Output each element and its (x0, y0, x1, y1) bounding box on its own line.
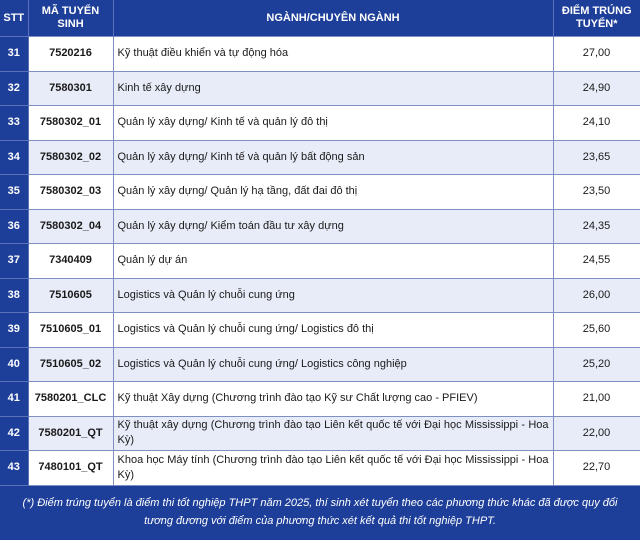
row-stt: 34 (0, 140, 28, 175)
row-stt: 36 (0, 209, 28, 244)
row-score: 26,00 (553, 278, 640, 313)
row-stt: 31 (0, 37, 28, 72)
row-major: Quản lý xây dựng/ Kiểm toán đầu tư xây dựng (113, 209, 553, 244)
table-row (0, 244, 640, 279)
row-score: 25,20 (553, 347, 640, 382)
row-stt: 39 (0, 313, 28, 348)
row-score: 23,50 (553, 175, 640, 210)
table-row (0, 382, 640, 417)
row-code: 7580201_CLC (28, 382, 113, 417)
row-stt: 42 (0, 416, 28, 451)
row-major: Kỹ thuật Xây dựng (Chương trình đào tạo Kỹ sư Chất lượng cao - PFIEV) (113, 382, 553, 417)
row-code: 7480101_QT (28, 451, 113, 486)
row-code: 7510605 (28, 278, 113, 313)
row-major: Quản lý dự án (113, 244, 553, 279)
row-major: Logistics và Quản lý chuỗi cung ứng/ Logistics công nghiệp (113, 347, 553, 382)
row-major: Logistics và Quản lý chuỗi cung ứng (113, 278, 553, 313)
row-score: 24,90 (553, 71, 640, 106)
header-row (0, 0, 640, 37)
row-code: 7520216 (28, 37, 113, 72)
row-stt: 40 (0, 347, 28, 382)
table-row (0, 140, 640, 175)
row-code: 7340409 (28, 244, 113, 279)
header-stt: STT (0, 0, 28, 37)
row-score: 24,10 (553, 106, 640, 141)
row-code: 7580302_01 (28, 106, 113, 141)
table-row (0, 347, 640, 382)
row-code: 7580201_QT (28, 416, 113, 451)
row-score: 22,70 (553, 451, 640, 486)
row-stt: 38 (0, 278, 28, 313)
row-score: 24,35 (553, 209, 640, 244)
row-code: 7510605_01 (28, 313, 113, 348)
row-stt: 35 (0, 175, 28, 210)
row-code: 7580302_02 (28, 140, 113, 175)
row-major: Logistics và Quản lý chuỗi cung ứng/ Logistics đô thị (113, 313, 553, 348)
row-code: 7580302_03 (28, 175, 113, 210)
header-code: MÃ TUYỂN SINH (28, 0, 113, 37)
row-code: 7510605_02 (28, 347, 113, 382)
table-body (0, 37, 640, 486)
row-major: Quản lý xây dựng/ Kinh tế và quản lý đô thị (113, 106, 553, 141)
row-code: 7580301 (28, 71, 113, 106)
table-row (0, 37, 640, 72)
row-score: 24,55 (553, 244, 640, 279)
row-score: 21,00 (553, 382, 640, 417)
table-row (0, 106, 640, 141)
table-row (0, 313, 640, 348)
row-major: Kinh tế xây dựng (113, 71, 553, 106)
row-major: Quản lý xây dựng/ Quản lý hạ tầng, đất đai đô thị (113, 175, 553, 210)
table-row (0, 71, 640, 106)
table-header (0, 0, 640, 37)
row-stt: 43 (0, 451, 28, 486)
table-row (0, 175, 640, 210)
row-score: 23,65 (553, 140, 640, 175)
table-row (0, 209, 640, 244)
row-code: 7580302_04 (28, 209, 113, 244)
table-row (0, 278, 640, 313)
row-major: Kỹ thuật xây dựng (Chương trình đào tạo Liên kết quốc tế với Đại học Mississippi - Hoa Kỳ) (113, 416, 553, 451)
row-major: Khoa học Máy tính (Chương trình đào tạo Liên kết quốc tế với Đại học Mississippi - Hoa Kỳ) (113, 451, 553, 486)
table-row (0, 416, 640, 451)
table-row (0, 451, 640, 486)
row-score: 25,60 (553, 313, 640, 348)
row-stt: 41 (0, 382, 28, 417)
row-score: 22,00 (553, 416, 640, 451)
footnote: (*) Điểm trúng tuyển là điểm thi tốt nghiệp THPT năm 2025, thí sinh xét tuyển theo các phương thức khác đã được quy đổi tương đương với điểm của phương thức xét kết quả thi tốt nghiệp THPT. (22, 497, 618, 527)
row-major: Quản lý xây dựng/ Kinh tế và quản lý bất động sản (113, 140, 553, 175)
header-score: ĐIỂM TRÚNG TUYỂN* (553, 0, 640, 37)
row-major: Kỹ thuật điều khiển và tự động hóa (113, 37, 553, 72)
row-stt: 32 (0, 71, 28, 106)
row-stt: 33 (0, 106, 28, 141)
row-score: 27,00 (553, 37, 640, 72)
header-major: NGÀNH/CHUYÊN NGÀNH (113, 0, 553, 37)
row-stt: 37 (0, 244, 28, 279)
